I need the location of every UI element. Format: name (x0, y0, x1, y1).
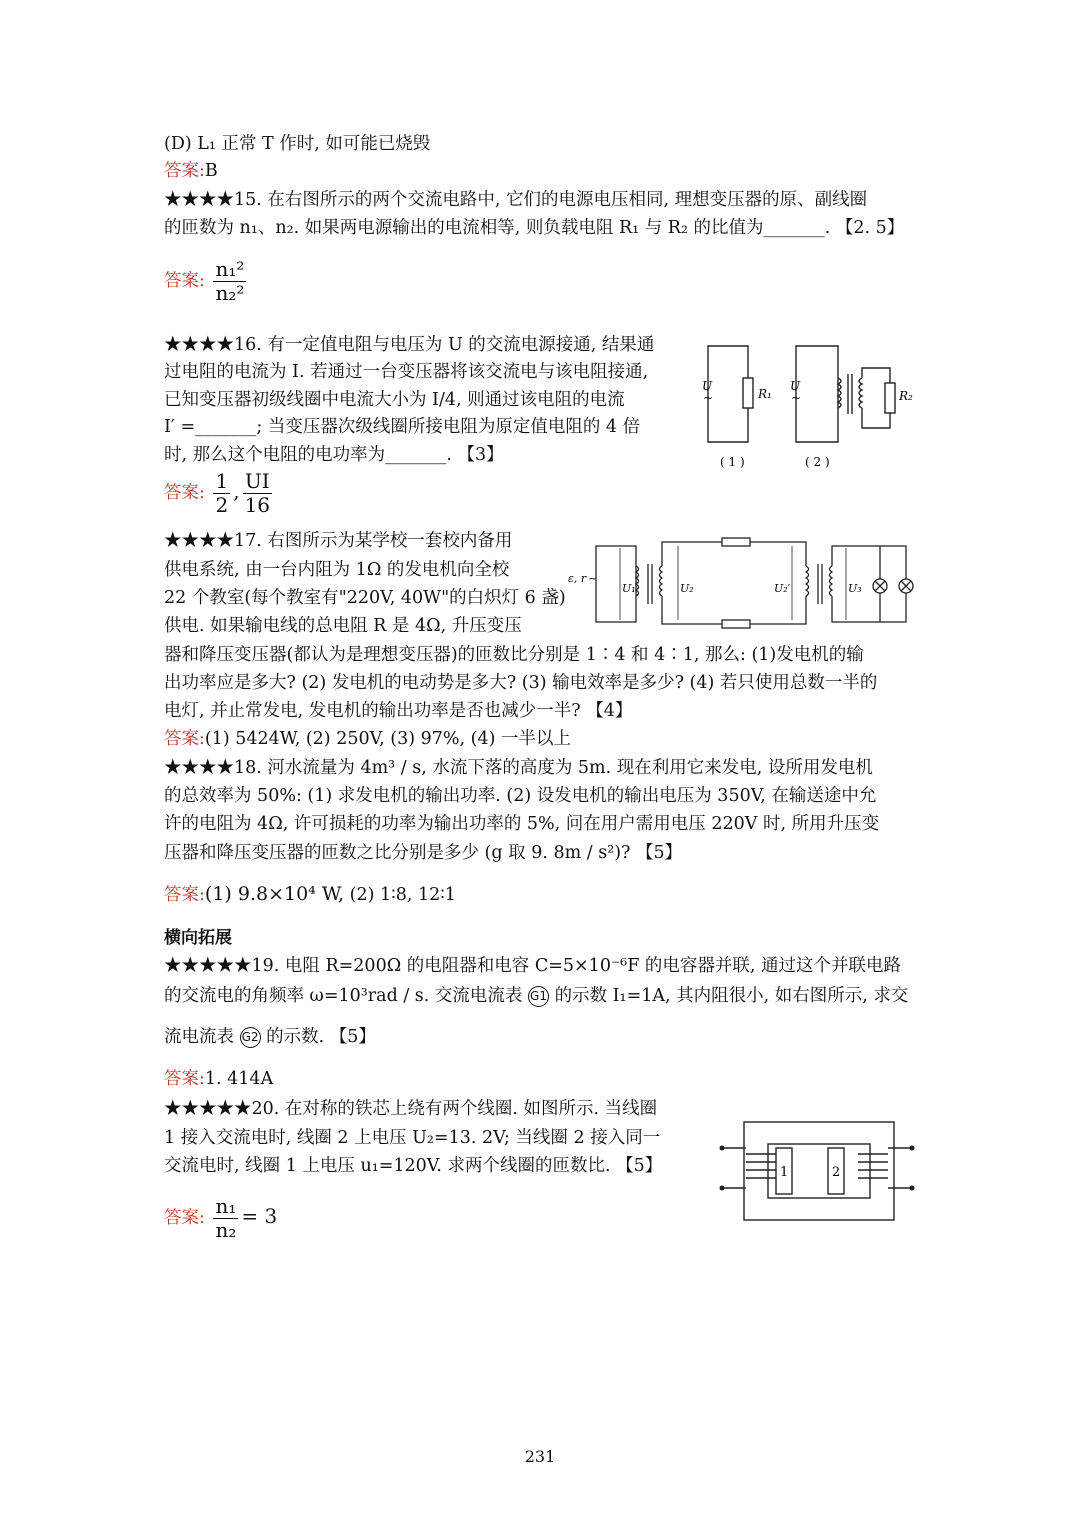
u3-label: U₃ (848, 582, 862, 595)
answer-14 (164, 158, 218, 184)
q17-line-1: ★★★★17. 右图所示为某学校一套校内备用 (164, 531, 513, 551)
transformer-circuit-figure (700, 338, 930, 473)
q18-line-1: ★★★★18. 河水流量为 4m³ / s, 水流下落的高度为 5m. 现在利用它来发电, 设所用发电机 (164, 758, 873, 778)
answer-18-part-b: (2) 1∶8, 12∶1 (349, 885, 456, 905)
q17-line-6: 出功率应是多大? (2) 发电机的电动势是多大? (3) 输电效率是多少? (4) 若只使用总数一半的 (164, 673, 878, 693)
section-title: 横向拓展 (164, 928, 232, 948)
q19-line-2-text-a: 的交流电的角频率 ω=10³rad / s. 交流电流表 (164, 986, 523, 1006)
q17-line-4: 供电. 如果输电线的总电阻 R 是 4Ω, 升压变压 (164, 616, 522, 636)
answer-15 (164, 258, 249, 305)
fraction-denominator: 2 (215, 493, 229, 517)
q20-line-2: 1 接入交流电时, 线圈 2 上电压 U₂=13. 2V; 当线圈 2 接入同一 (164, 1128, 661, 1148)
q19-line-3-text-b: 的示数. 【5】 (266, 1027, 376, 1047)
answer-17 (164, 726, 571, 752)
q20-line-1: ★★★★★20. 在对称的铁芯上绕有两个线圈. 如图所示. 当线圈 (164, 1099, 658, 1119)
ammeter-g1-icon: G1 (528, 986, 549, 1007)
answer-20 (164, 1195, 277, 1242)
q16-line-5: 时, 那么这个电阻的电功率为_______. 【3】 (164, 445, 504, 465)
option-d-line: (D) L₁ 正常 T 作时, 如可能已烧毁 (164, 134, 431, 154)
fraction-denominator: 16 (244, 493, 271, 517)
q16-line-2: 过电阻的电流为 I. 若通过一台变压器将该交流电与该电阻接通, (164, 362, 649, 382)
q19-line-2-text-b: 的示数 I₁=1A, 其内阻很小, 如右图所示, 求交 (554, 986, 909, 1006)
circuit-2-primary-loop (796, 346, 838, 442)
resistor-r2 (885, 383, 895, 413)
q18-line-4: 压器和降压变压器的匝数之比分别是多少 (g 取 9. 8m / s²)? 【5】 (164, 843, 683, 863)
fraction-numerator: n₁² (215, 257, 245, 281)
q15-line-1: ★★★★15. 在右图所示的两个交流电路中, 它们的电源电压相同, 理想变压器的原、副线圈 (164, 190, 868, 210)
q17-line-7: 电灯, 并止常发电, 发电机的输出功率是否也减少一半? 【4】 (164, 701, 633, 721)
coil-1-label: 1 (780, 1165, 789, 1180)
separator: , (233, 479, 240, 503)
q19-line-3 (164, 1024, 376, 1050)
q19-line-2 (164, 983, 908, 1009)
answer-18 (164, 881, 456, 908)
answer-14-value: B (204, 161, 218, 181)
answer-label: 答案: (164, 1069, 205, 1089)
answer-label: 答案: (164, 729, 205, 749)
iron-core-coils-figure (716, 1118, 916, 1226)
u2-label: U₂ (680, 582, 694, 595)
u1-label: U₁ (622, 582, 636, 595)
answer-label: 答案: (164, 161, 205, 181)
ac-symbol: ~ (588, 572, 598, 585)
q18-line-2: 的总效率为 50%: (1) 求发电机的输出功率. (2) 设发电机的输出电压为 350V, 在输送途中允 (164, 786, 877, 806)
answer-20-fraction (213, 1195, 238, 1242)
page-number: 231 (524, 1447, 556, 1466)
ac-symbol-1: ~ (703, 391, 714, 405)
caption-2: ( 2 ) (805, 455, 830, 469)
answer-16-fraction-a (213, 470, 230, 517)
coil-2-label: 2 (832, 1165, 841, 1180)
line-resistor-top (722, 538, 750, 546)
answer-19 (164, 1066, 273, 1092)
q18-line-3: 许的电阻为 4Ω, 许可损耗的功率为输出功率的 5%, 问在用户需用电压 220V 时, 所用升压变 (164, 814, 880, 834)
source-u-label-1: U (702, 379, 713, 393)
fraction-denominator: n₂² (215, 281, 245, 305)
q15-line-2: 的匝数为 n₁、n₂. 如果两电源输出的电流相等, 则负载电阻 R₁ 与 R₂ 的比值为_______. 【2. 5】 (164, 218, 905, 238)
fraction-numerator: n₁ (215, 1194, 237, 1218)
emf-label: ε, r (568, 572, 587, 585)
q19-line-1: ★★★★★19. 电阻 R=200Ω 的电阻器和电容 C=5×10⁻⁶F 的电容器并联, 通过这个并联电路 (164, 956, 902, 976)
answer-16 (164, 470, 275, 517)
source-u-label-2: U (790, 379, 801, 393)
q17-line-2: 供电系统, 由一台内阻为 1Ω 的发电机向全校 (164, 560, 510, 580)
u2-prime-label: U₂′ (774, 582, 791, 595)
answer-label: 答案: (164, 271, 205, 291)
answer-label: 答案: (164, 483, 205, 503)
resistor-r1 (743, 378, 753, 408)
answer-19-value: 1. 414A (204, 1069, 274, 1089)
answer-18-part-a: (1) 9.8×10⁴ W, (204, 883, 345, 905)
line-resistor-bottom (722, 620, 750, 628)
circuit-1-loop (708, 346, 748, 442)
fraction-numerator: 1 (215, 469, 229, 493)
secondary-coil (859, 378, 862, 408)
fraction-denominator: n₂ (215, 1218, 237, 1242)
fraction-numerator: UI (243, 470, 272, 494)
answer-label: 答案: (164, 885, 205, 905)
q17-line-3: 22 个教室(每个教室有"220V, 40W"的白炽灯 6 盏) (164, 588, 566, 608)
ac-symbol-2: ~ (791, 391, 802, 405)
r2-label: R₂ (899, 389, 913, 403)
answer-15-fraction (213, 258, 246, 305)
power-supply-figure (566, 536, 916, 634)
q17-line-5: 器和降压变压器(都认为是理想变压器)的匝数比分别是 1∶4 和 4∶1, 那么: (1)发电机的输 (164, 645, 864, 665)
q16-line-4: I′ =_______; 当变压器次级线圈所接电阻为原定值电阻的 4 倍 (164, 417, 641, 437)
answer-16-fraction-b (243, 470, 272, 517)
q19-line-3-text-a: 流电流表 (164, 1027, 234, 1047)
caption-1: ( 1 ) (720, 455, 745, 469)
q16-line-1: ★★★★16. 有一定值电阻与电压为 U 的交流电源接通, 结果通 (164, 335, 655, 355)
ammeter-g2-icon: G2 (240, 1027, 261, 1048)
answer-20-value: = 3 (241, 1204, 278, 1228)
q20-line-3: 交流电时, 线圈 1 上电压 u₁=120V. 求两个线圈的匝数比. 【5】 (164, 1156, 663, 1176)
answer-label: 答案: (164, 1208, 205, 1228)
answer-17-value: (1) 5424W, (2) 250V, (3) 97%, (4) 一半以上 (204, 729, 572, 749)
r1-label: R₁ (758, 387, 772, 401)
q16-line-3: 已知变压器初级线圈中电流大小为 I/4, 则通过该电阻的电流 (164, 390, 625, 410)
